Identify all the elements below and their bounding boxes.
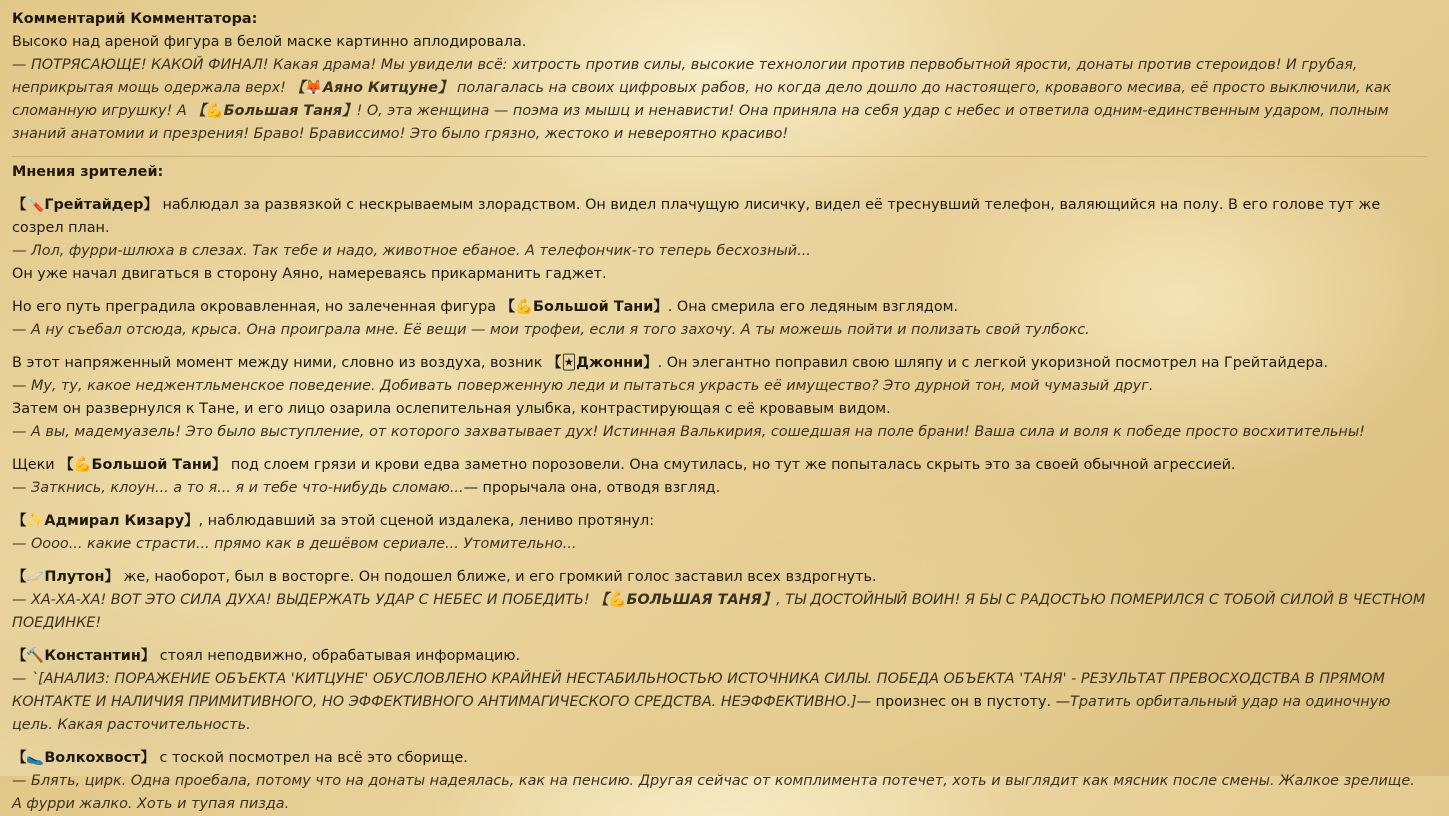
cheeks-line — [12, 454, 1427, 477]
commentator-quote-a: — ПОТРЯСАЮЩЕ! КАКОЙ ФИНАЛ! Какая драма! Мы увидели всё: хитрость против силы, высокие технологии против первобытной ярости, донаты против стероидов! И грубая, неприкрытая мощь одержала верх! — [12, 57, 1358, 96]
tag-kizaru: 【✨Адмирал Кизару】 — [12, 513, 199, 529]
tag-ayano: 【🦊Аяно Китцуне】 — [291, 80, 453, 96]
tanya-pre: Но его путь преградила окровавленная, но залеченная фигура — [12, 299, 497, 315]
commentator-quote-b: полагалась на своих цифровых рабов, но когда дело дошло до настоящего, кровавого месива, её просто выключили, как сломанную игрушку! А — [12, 80, 1392, 119]
tag-volkhvost-name: Волкохвост — [44, 750, 141, 766]
commentator-quote-c: ! О, эта женщина — поэма из мышц и ненависти! Она приняла на себя удар с небес и ответила одним-единственным ударом, полным знаний анатомии и презрения! Браво! Брависсимо! Это было грязно, жестоко и невероятно красиво! — [12, 103, 1389, 142]
tag-greytider: 【🪛Грейтайдер】 — [12, 197, 158, 213]
johnny-quote-1: — Му, ту, какое неджентльменское поведение. Добивать поверженную леди и пытаться украсть её имущество? Это дурной тон, мой чумазый друг. — [12, 378, 1154, 394]
flexed-biceps-icon: 💪 — [205, 103, 224, 119]
hammer-icon: 🔨 — [26, 648, 45, 664]
tanya-quote: — А ну съебал отсюда, крыса. Она проиграла мне. Её вещи — мои трофеи, если я того захочу. А ты можешь пойти и полизать свой тулбокс. — [12, 322, 1090, 338]
pluton-line — [12, 566, 1427, 589]
greytider-text: наблюдал за развязкой с нескрываемым злорадством. Он видел плачущую лисичку, видел её треснувший телефон, валяющийся на полу. В его голове тут же созрел план. — [12, 197, 1381, 236]
tag-tanya: 【💪Большая Таня】 — [191, 103, 356, 119]
tag-kizaru-name: Адмирал Кизару — [44, 513, 185, 529]
johnny-line — [12, 352, 1427, 375]
cheeks-quote-line — [12, 477, 1427, 500]
johnny-post: . Он элегантно поправил свою шляпу и с легкой укоризной посмотрел на Грейтайдера. — [657, 355, 1329, 371]
cheeks-post: под слоем грязи и крови едва заметно порозовели. Она смутилась, но тут же попыталась скрыть это за своей обычной агрессией. — [230, 457, 1236, 473]
flexed-biceps-icon: 💪 — [608, 592, 627, 608]
tag-tanya-2-name: Большой Тани — [533, 299, 654, 315]
tag-tanya-2: 【💪Большой Тани】 — [501, 299, 668, 315]
tag-johnny-name: Джонни — [576, 355, 644, 371]
flat-shoe-icon: 🥿 — [26, 750, 45, 766]
spacer — [12, 342, 1427, 352]
pluton-post: же, наоборот, был в восторге. Он подошел ближе, и его громкий голос заставил всех вздрогнуть. — [123, 569, 877, 585]
pluton-quote-a: — ХА-ХА-ХА! ВОТ ЭТО СИЛА ДУХА! ВЫДЕРЖАТЬ УДАР С НЕБЕС И ПОБЕДИТЬ! — [12, 592, 590, 608]
pluton-quote-b: , ТЫ ДОСТОЙНЫЙ ВОИН! Я БЫ С РАДОСТЬЮ ПОМЕРИЛСЯ С ТОБОЙ СИЛОЙ В ЧЕСТНОМ ПОЕДИНКЕ! — [12, 592, 1426, 631]
spacer — [12, 500, 1427, 510]
tanya-post: . Она смерила его ледяным взглядом. — [667, 299, 959, 315]
spacer — [12, 286, 1427, 296]
flexed-biceps-icon: 💪 — [73, 457, 92, 473]
cheeks-quote: — Заткнись, клоун... а то я... я и тебе что-нибудь сломаю... — [12, 480, 464, 496]
sparkle-icon: ✨ — [26, 513, 45, 529]
tag-konstantin-name: Константин — [44, 648, 141, 664]
tag-tanya-3-name: Большой Тани — [91, 457, 212, 473]
konstantin-post: стоял неподвижно, обрабатывая информацию. — [159, 648, 521, 664]
opinions-title: Мнения зрителей: — [12, 164, 164, 180]
kizaru-post: , наблюдавший за этой сценой издалека, лениво протянул: — [198, 513, 655, 529]
spacer — [12, 737, 1427, 747]
spacer — [12, 184, 1427, 194]
greytider-quote: — Лол, фурри-шлюха в слезах. Так тебе и надо, животное ебаное. А телефончик-то теперь бесхозный... — [12, 243, 811, 259]
spacer — [12, 444, 1427, 454]
cheeks-pre: Щеки — [12, 457, 55, 473]
commentator-quote — [12, 54, 1427, 146]
tag-pluton-name: Плутон — [44, 569, 105, 585]
tag-johnny: 【🃏Джонни】 — [547, 355, 658, 371]
screwdriver-icon: 🪛 — [26, 197, 45, 213]
playing-card-icon: 🃏 — [561, 355, 577, 371]
tag-tanya-name: Большая Таня — [223, 103, 343, 119]
konstantin-quote-2: Тратить орбитальный удар на одиночную цель. Какая расточительность. — [12, 694, 1391, 733]
ringed-planet-icon: 🪐 — [26, 569, 45, 585]
divider — [12, 156, 1427, 157]
konstantin-line — [12, 645, 1427, 668]
volkhvost-post: с тоской посмотрел на всё это сборище. — [159, 750, 468, 766]
greytider-line — [12, 194, 1427, 240]
volkhvost-line — [12, 747, 1427, 770]
spacer — [12, 556, 1427, 566]
cheeks-tail: — прорычала она, отводя взгляд. — [463, 480, 721, 496]
konstantin-quote-line — [12, 668, 1427, 737]
greytider-after: Он уже начал двигаться в сторону Аяно, намереваясь прикарманить гаджет. — [12, 266, 607, 282]
tag-greytider-name: Грейтайдер — [44, 197, 144, 213]
tag-pluton: 【🪐Плутон】 — [12, 569, 119, 585]
tag-ayano-name: Аяно Китцуне — [322, 80, 438, 96]
konstantin-mid: — произнес он в пустоту. — — [856, 694, 1071, 710]
spacer — [12, 635, 1427, 645]
commentator-title: Комментарий Комментатора: — [12, 11, 258, 27]
flexed-biceps-icon: 💪 — [515, 299, 533, 315]
kizaru-quote: — Оооо... какие страсти... прямо как в дешёвом сериале... Утомительно... — [12, 536, 577, 552]
tanya-line — [12, 296, 1427, 319]
konstantin-quote: — `[АНАЛИЗ: ПОРАЖЕНИЕ ОБЪЕКТА 'КИТЦУНЕ' ОБУСЛОВЛЕНО КРАЙНЕЙ НЕСТАБИЛЬНОСТЬЮ ИСТОЧНИКА СИЛЫ. ПОБЕДА ОБЪЕКТА 'ТАНЯ' - РЕЗУЛЬТАТ ПРЕВОСХОДСТВА В ПРЯМОМ КОНТАКТЕ И НАЛИЧИЯ ПРИМИТИВНОГО, НО ЭФФЕКТИВНОГО АНТИМАГИЧЕСКОГО СРЕДСТВА. НЕЭФФЕКТИВНО.] — [12, 671, 1385, 710]
tag-tanya-4-name: БОЛЬШАЯ ТАНЯ — [626, 592, 762, 608]
tag-tanya-4: 【💪БОЛЬШАЯ ТАНЯ】 — [594, 592, 776, 608]
johnny-pre: В этот напряженный момент между ними, словно из воздуха, возник — [12, 355, 543, 371]
kizaru-line — [12, 510, 1427, 533]
volkhvost-quote: — Блять, цирк. Одна проебала, потому что на донаты надеялась, как на пенсию. Другая сейчас от комплимента потечет, хоть и выглядит как мясник после смены. Жалкое зрелище. А фурри жалко. Хоть и тупая пизда. — [12, 773, 1415, 812]
johnny-mid: Затем он развернулся к Тане, и его лицо озарила ослепительная улыбка, контрастирующая с её кровавым видом. — [12, 401, 891, 417]
tag-konstantin: 【🔨Константин】 — [12, 648, 155, 664]
johnny-quote-2: — А вы, мадемуазель! Это было выступление, от которого захватывает дух! Истинная Валькирия, сошедшая на поле брани! Ваша сила и воля к победе просто восхитительны! — [12, 424, 1365, 440]
tag-tanya-3: 【💪Большой Тани】 — [59, 457, 226, 473]
pluton-quote — [12, 589, 1427, 635]
fox-icon: 🦊 — [304, 80, 323, 96]
commentator-intro: Высоко над ареной фигура в белой маске картинно аплодировала. — [12, 34, 527, 50]
tag-volkhvost: 【🥿Волкохвост】 — [12, 750, 155, 766]
